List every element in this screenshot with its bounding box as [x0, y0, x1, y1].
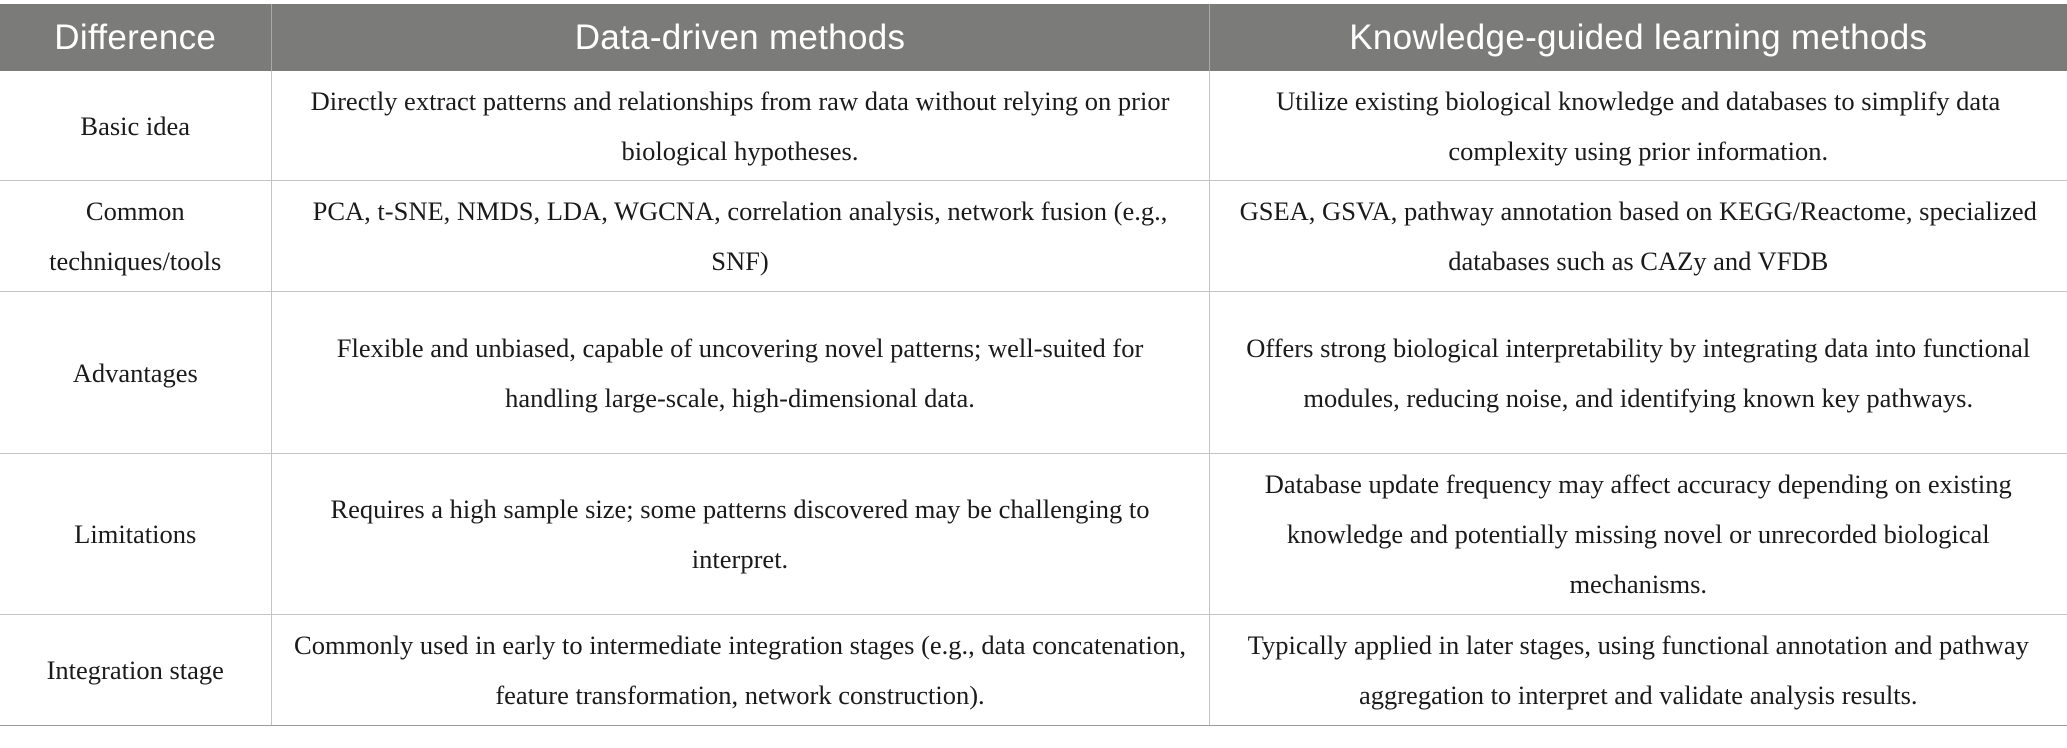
table-row: [0, 615, 2067, 726]
cell-knowledge-guided: Utilize existing biological knowledge and databases to simplify data complexity using prior information.: [1209, 71, 2067, 181]
cell-data-driven: Commonly used in early to intermediate integration stages (e.g., data concatenation, feature transformation, network construction).: [271, 615, 1209, 726]
cell-knowledge-guided: Typically applied in later stages, using functional annotation and pathway aggregation to interpret and validate analysis results.: [1209, 615, 2067, 726]
row-label-advantages: Advantages: [0, 292, 271, 454]
row-label-basic-idea: Basic idea: [0, 71, 271, 181]
cell-data-driven: Requires a high sample size; some patterns discovered may be challenging to interpret.: [271, 454, 1209, 615]
cell-knowledge-guided: GSEA, GSVA, pathway annotation based on KEGG/Reactome, specialized databases such as CAZy and VFDB: [1209, 181, 2067, 292]
header-data-driven: Data-driven methods: [271, 4, 1209, 71]
comparison-table-container: [0, 4, 2067, 726]
table-row: [0, 71, 2067, 181]
table-header: [0, 4, 2067, 71]
cell-knowledge-guided: Database update frequency may affect accuracy depending on existing knowledge and potentially missing novel or unrecorded biological mechanisms.: [1209, 454, 2067, 615]
row-label-common-techniques: Common techniques/tools: [0, 181, 271, 292]
table-body: [0, 71, 2067, 726]
cell-data-driven: PCA, t-SNE, NMDS, LDA, WGCNA, correlation analysis, network fusion (e.g., SNF): [271, 181, 1209, 292]
table-row: [0, 181, 2067, 292]
header-knowledge-guided: Knowledge-guided learning methods: [1209, 4, 2067, 71]
header-difference: Difference: [0, 4, 271, 71]
cell-knowledge-guided: Offers strong biological interpretability by integrating data into functional modules, reducing noise, and identifying known key pathways.: [1209, 292, 2067, 454]
header-row: [0, 4, 2067, 71]
cell-data-driven: Directly extract patterns and relationships from raw data without relying on prior biological hypotheses.: [271, 71, 1209, 181]
comparison-table: [0, 4, 2067, 726]
table-row: [0, 292, 2067, 454]
cell-data-driven: Flexible and unbiased, capable of uncovering novel patterns; well-suited for handling large-scale, high-dimensional data.: [271, 292, 1209, 454]
row-label-limitations: Limitations: [0, 454, 271, 615]
table-row: [0, 454, 2067, 615]
row-label-integration-stage: Integration stage: [0, 615, 271, 726]
